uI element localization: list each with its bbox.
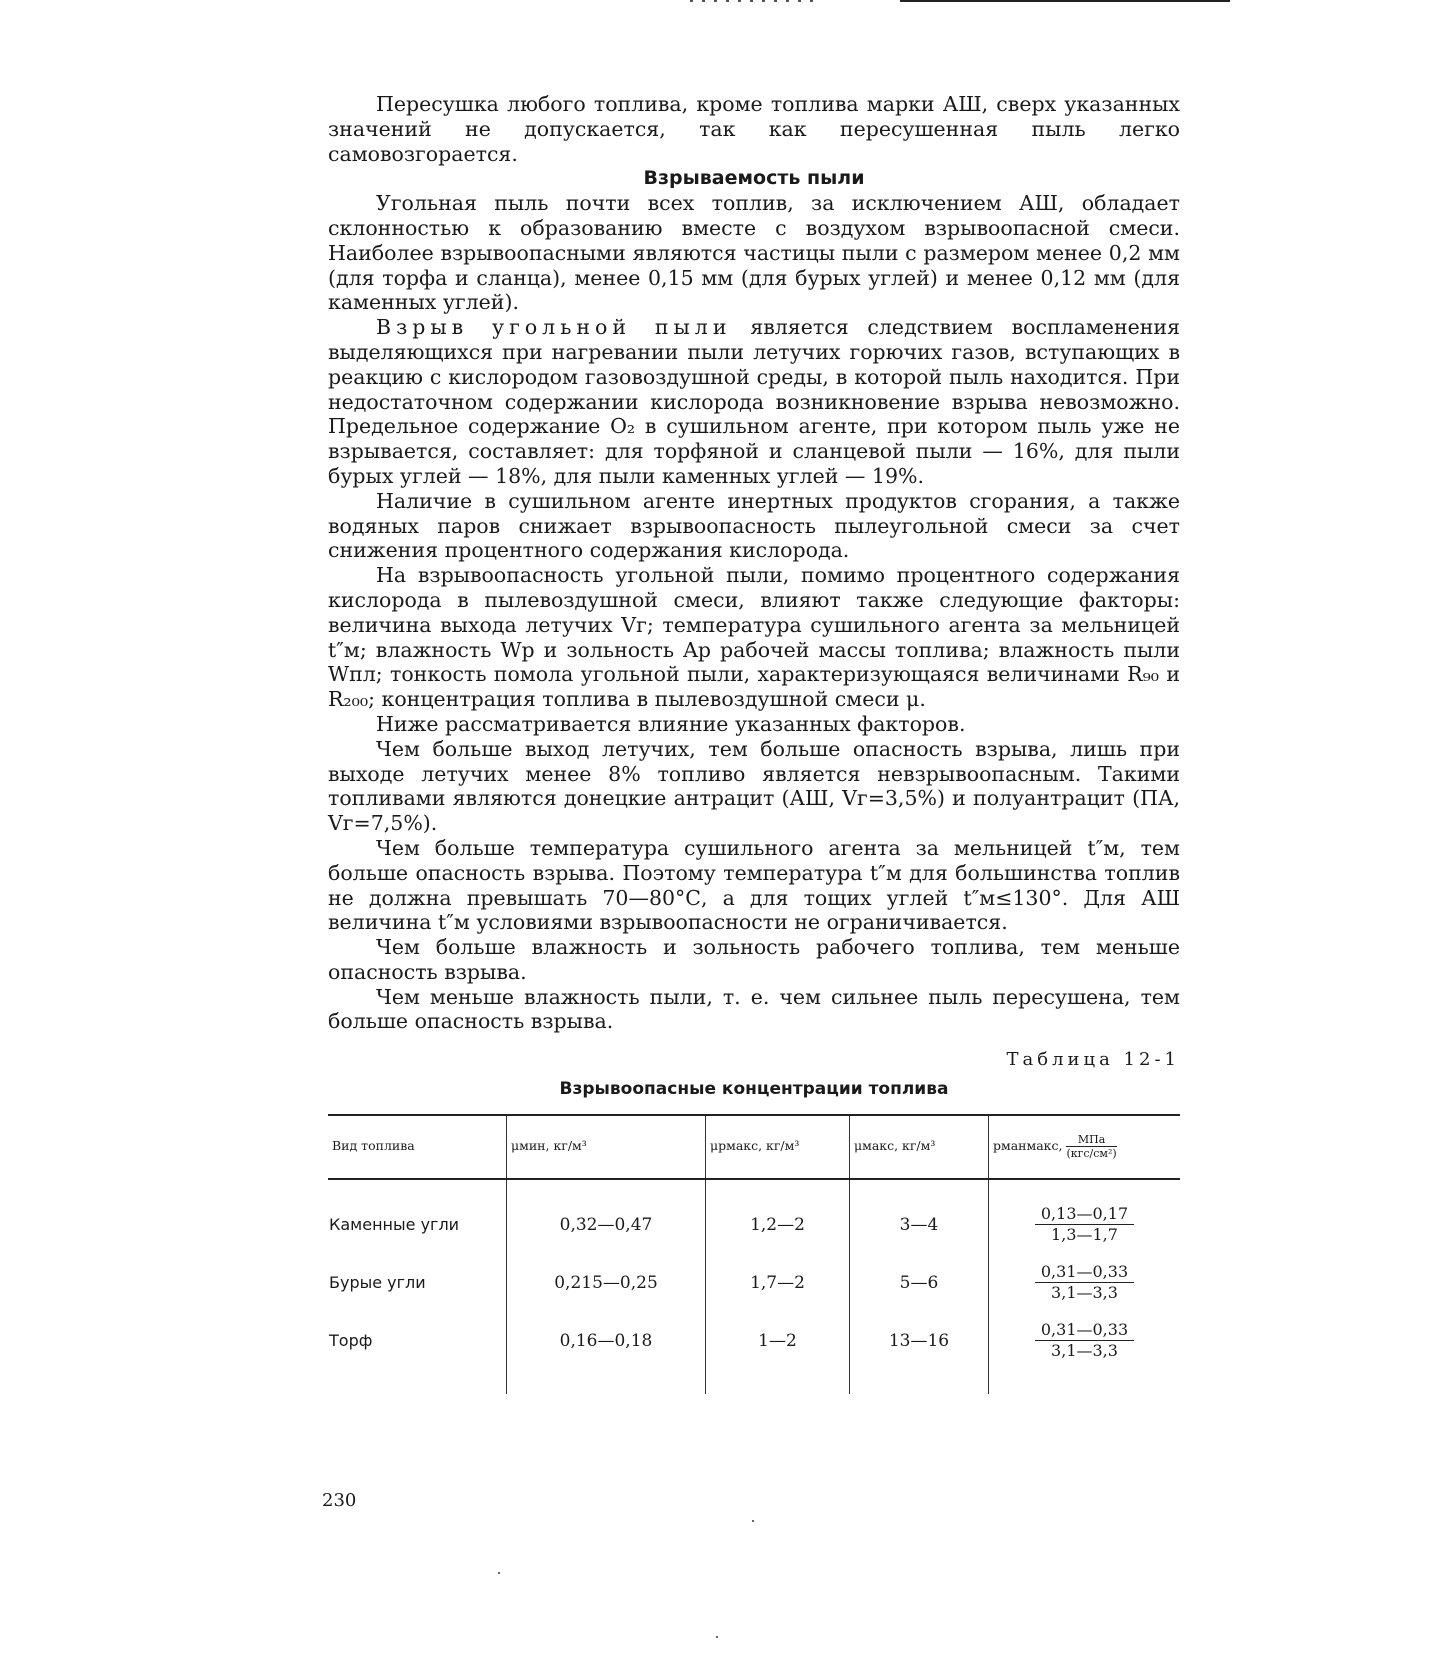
table-row [328, 1255, 1180, 1313]
scan-speck [498, 1572, 500, 1574]
paragraph-factors: На взрывоопасность угольной пыли, помимо процентного содержания кислорода в пылевоздушной смеси, влияют также следующие факторы: величина выхода летучих Vг; температура сушильного агента за мельницей t″м; влажность Wр и зольность Aр рабочей массы топлива; влажность пыли Wпл; тонкость помола угольной пыли, характеризующаяся величинами R₉₀ и R₂₀₀; концентрация топлива в пылевоздушной смеси μ. [328, 563, 1180, 712]
cell-fuel-name: Каменные угли [329, 1215, 460, 1235]
pressure-mpa: 0,13—0,17 [1035, 1204, 1134, 1225]
page-number: 230 [322, 1490, 357, 1511]
pressure-kgf: 3,1—3,3 [1051, 1282, 1118, 1302]
paragraph-explosion-text: является следствием воспламенения выделяющихся при нагревании пыли летучих горючих газов, вступающих в реакцию с кислородом газовоздушной среды, в которой пыль находится. При недостаточном содержании кислорода возникновение взрыва невозможно. Предельное содержание O₂ в сушильном агенте, при котором пыль уже не взрывается, составляет: для торфяной и сланцевой пыли — 16%, для пыли бурых углей — 18%, для пыли каменных углей — 19%. [328, 315, 1180, 488]
paragraph-volatiles: Чем больше выход летучих, тем больше опасность взрыва, лишь при выходе летучих менее 8% топливо является невзрывоопасным. Такими топливами являются донецкие антрацит (АШ, Vг=3,5%) и полуантрацит (ПА, Vг=7,5%). [328, 736, 1180, 836]
header-fuel-type: Вид топлива [328, 1115, 507, 1179]
header-pressure-label: pманмакс, [993, 1138, 1063, 1154]
header-mu-max: μмакс, кг/м³ [850, 1115, 989, 1179]
header-pressure-unit-num: МПа [1066, 1133, 1116, 1147]
cell-mu-pmax: 1,2—2 [706, 1179, 850, 1255]
header-mu-pmax: μpмакс, кг/м³ [706, 1115, 850, 1179]
pressure-kgf: 3,1—3,3 [1051, 1340, 1118, 1360]
pressure-kgf: 1,3—1,7 [1051, 1224, 1118, 1244]
cell-pressure [989, 1255, 1181, 1313]
header-pressure-unit-den: (кгс/см²) [1066, 1147, 1117, 1161]
concentration-table [328, 1114, 1180, 1394]
top-edge-line [900, 0, 1230, 2]
table-row [328, 1179, 1180, 1255]
table-row [328, 1313, 1180, 1394]
scan-speck [716, 1636, 718, 1638]
cell-pressure [989, 1313, 1181, 1394]
pressure-fraction [1035, 1262, 1134, 1303]
scan-speck [752, 1520, 754, 1522]
cell-mu-min: 0,215—0,25 [507, 1255, 706, 1313]
section-heading: Взрываемость пыли [643, 167, 865, 190]
table-number: Таблица 12-1 [1006, 1049, 1180, 1071]
spaced-term: Взрыв угольной пыли [376, 315, 732, 340]
cell-mu-max: 13—16 [850, 1313, 989, 1394]
cell-mu-pmax: 1—2 [706, 1313, 850, 1394]
cell-pressure [989, 1179, 1181, 1255]
cell-fuel-name: Бурые угли [329, 1273, 426, 1293]
header-pressure [989, 1115, 1181, 1179]
cell-mu-max: 5—6 [850, 1255, 989, 1313]
pressure-mpa: 0,31—0,33 [1035, 1262, 1134, 1283]
top-edge-dots [690, 0, 820, 2]
cell-fuel-name: Торф [329, 1331, 373, 1351]
table-title: Взрывоопасные концентрации топлива [559, 1079, 949, 1100]
cell-mu-pmax: 1,7—2 [706, 1255, 850, 1313]
page-body [328, 92, 1180, 1394]
header-pressure-units [1066, 1133, 1116, 1160]
pressure-fraction [1035, 1320, 1134, 1361]
paragraph-below: Ниже рассматривается влияние указанных факторов. [376, 711, 966, 736]
paragraph-dust-moisture: Чем меньше влажность пыли, т. е. чем сильнее пыль пересушена, тем больше опасность взрыва. [328, 984, 1180, 1034]
cell-mu-min: 0,32—0,47 [507, 1179, 706, 1255]
cell-mu-min: 0,16—0,18 [507, 1313, 706, 1394]
pressure-mpa: 0,31—0,33 [1035, 1320, 1134, 1341]
cell-mu-max: 3—4 [850, 1179, 989, 1255]
header-mu-min: μмин, кг/м³ [507, 1115, 706, 1179]
paragraph-oversushka: Пересушка любого топлива, кроме топлива марки АШ, сверх указанных значений не допускается, так как пересушенная пыль легко самовозгорается. [328, 92, 1180, 166]
pressure-fraction [1035, 1204, 1134, 1245]
paragraph-inert: Наличие в сушильном агенте инертных продуктов сгорания, а также водяных паров снижает взрывоопасность пылеугольной смеси за счет снижения процентного содержания кислорода. [328, 488, 1180, 563]
paragraph-temperature: Чем больше температура сушильного агента за мельницей t″м, тем больше опасность взрыва. Поэтому температура t″м для большинства топлив не должна превышать 70—80°С, а для тощих углей t″м≤130°. Для АШ величина t″м условиями взрывоопасности не ограничивается. [328, 835, 1180, 935]
paragraph-explosion [328, 315, 1180, 489]
paragraph-moisture-ash: Чем больше влажность и зольность рабочего топлива, тем меньше опасность взрыва. [328, 935, 1180, 984]
paragraph-coal-dust: Угольная пыль почти всех топлив, за исключением АШ, обладает склонностью к образованию вместе с воздухом взрывоопасной смеси. Наиболее взрывоопасными являются частицы пыли с размером менее 0,2 мм (для торфа и сланца), менее 0,15 мм (для бурых углей) и менее 0,12 мм (для каменных углей). [328, 191, 1180, 315]
